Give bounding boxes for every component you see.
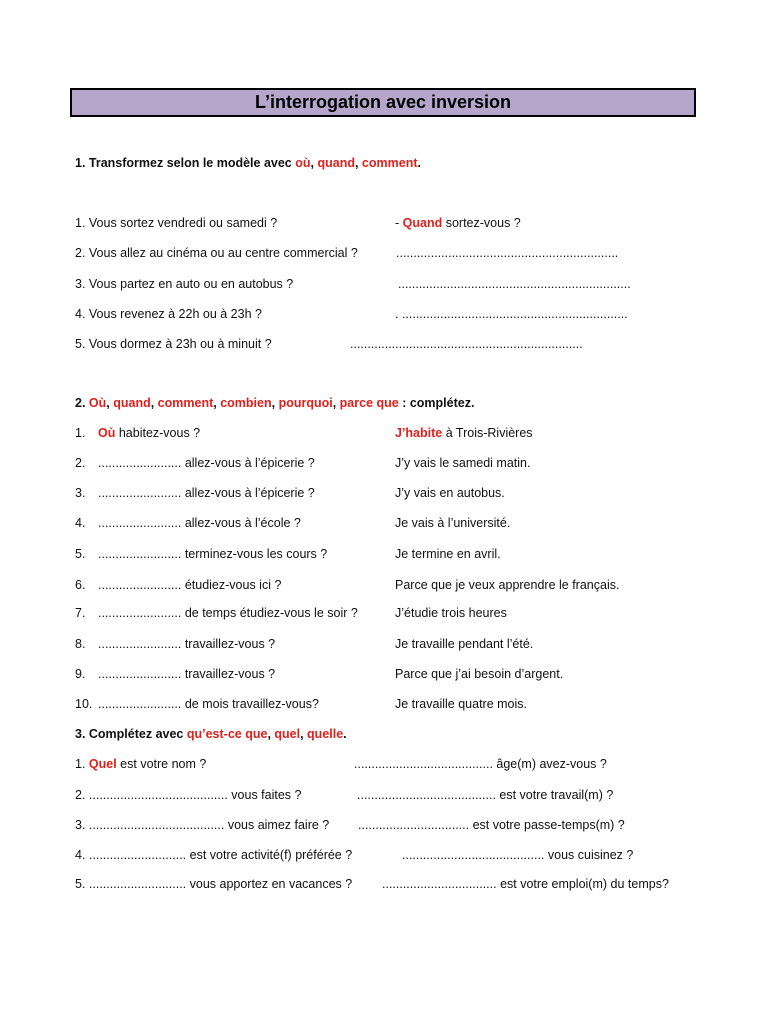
s2-question: ........................ travaillez-vous ? bbox=[98, 637, 276, 651]
s2-answer: J’étudie trois heures bbox=[395, 606, 507, 620]
separator: , bbox=[310, 156, 318, 170]
s2-answer: Je vais à l’université. bbox=[395, 516, 511, 530]
answer-text: à Trois-Rivières bbox=[442, 426, 533, 440]
section-1-heading bbox=[75, 155, 421, 171]
keyword-qu-est-ce-que: qu’est-ce que bbox=[186, 727, 268, 741]
s2-number-1: 1. bbox=[75, 426, 86, 440]
answer-text: sortez-vous ? bbox=[442, 216, 521, 230]
s2-question: ........................ allez-vous à l’épicerie ? bbox=[98, 456, 315, 470]
s2-number: 4. bbox=[75, 516, 86, 530]
keyword-quand: quand bbox=[113, 396, 151, 410]
s3-right-2: ........................................ est votre travail(m) ? bbox=[357, 788, 614, 802]
separator: , bbox=[332, 396, 340, 410]
s2-answer: J’y vais en autobus. bbox=[395, 486, 505, 500]
question-text: est votre nom ? bbox=[116, 757, 207, 771]
s2-question: ........................ allez-vous à l’épicerie ? bbox=[98, 486, 315, 500]
separator: , bbox=[271, 396, 279, 410]
item-number: 1. bbox=[75, 757, 89, 771]
s2-number: 7. bbox=[75, 606, 86, 620]
keyword-ou: Où bbox=[98, 426, 116, 440]
keyword-pourquoi: pourquoi bbox=[278, 396, 333, 410]
keyword-ou: où bbox=[295, 156, 311, 170]
s2-answer: Parce que j’ai besoin d’argent. bbox=[395, 667, 564, 681]
separator: , bbox=[106, 396, 114, 410]
s2-number: 8. bbox=[75, 637, 86, 651]
s2-answer: Je travaille pendant l’été. bbox=[395, 637, 534, 651]
s2-answer: J’y vais le samedi matin. bbox=[395, 456, 531, 470]
s2-question: ........................ terminez-vous les cours ? bbox=[98, 547, 328, 561]
question-text: habitez-vous ? bbox=[115, 426, 201, 440]
heading-number: 2. bbox=[75, 396, 89, 410]
heading-end: . bbox=[343, 727, 347, 741]
s2-number: 9. bbox=[75, 667, 86, 681]
s2-answer: Je travaille quatre mois. bbox=[395, 697, 528, 711]
worksheet-title: L’interrogation avec inversion bbox=[70, 88, 696, 117]
s3-left-2: 2. ........................................ vous faites ? bbox=[75, 788, 302, 802]
keyword-quand: quand bbox=[317, 156, 355, 170]
s3-left-3: 3. ....................................... vous aimez faire ? bbox=[75, 818, 330, 832]
s1-question-1: 1. Vous sortez vendredi ou samedi ? bbox=[75, 216, 278, 230]
s2-question: ........................ de temps étudiez-vous le soir ? bbox=[98, 606, 358, 620]
s2-number: 6. bbox=[75, 578, 86, 592]
separator: , bbox=[213, 396, 221, 410]
s3-right-1: ........................................ âge(m) avez-vous ? bbox=[354, 757, 607, 771]
heading-end: : complétez. bbox=[398, 396, 475, 410]
s1-answer-blank-4: . ................................................................. bbox=[395, 307, 628, 321]
section-3-heading bbox=[75, 726, 347, 742]
s2-number: 3. bbox=[75, 486, 86, 500]
heading-text: 1. Transformez selon le modèle avec bbox=[75, 156, 296, 170]
s1-question-4: 4. Vous revenez à 22h ou à 23h ? bbox=[75, 307, 262, 321]
s2-number: 5. bbox=[75, 547, 86, 561]
section-2-heading bbox=[75, 395, 474, 411]
s2-answer: Je termine en avril. bbox=[395, 547, 501, 561]
s2-answer: Parce que je veux apprendre le français. bbox=[395, 578, 620, 592]
s3-right-5: ................................. est votre emploi(m) du temps? bbox=[382, 877, 669, 891]
keyword-quel: Quel bbox=[88, 757, 117, 771]
s3-left-1 bbox=[75, 756, 206, 772]
s3-left-5: 5. ............................ vous apportez en vacances ? bbox=[75, 877, 353, 891]
keyword-comment: comment bbox=[361, 156, 418, 170]
s1-answer-1 bbox=[395, 215, 521, 231]
separator: , bbox=[300, 727, 308, 741]
s3-right-3: ................................ est votre passe-temps(m) ? bbox=[358, 818, 625, 832]
s2-question: ........................ étudiez-vous ici ? bbox=[98, 578, 282, 592]
heading-text: 3. Complétez avec bbox=[75, 727, 187, 741]
keyword-ou: Où bbox=[88, 396, 107, 410]
s2-question: ........................ de mois travaillez-vous? bbox=[98, 697, 319, 711]
s2-number: 2. bbox=[75, 456, 86, 470]
keyword-quel: quel bbox=[274, 727, 301, 741]
separator: , bbox=[354, 156, 362, 170]
answer-highlight: J’habite bbox=[395, 426, 443, 440]
s1-question-3: 3. Vous partez en auto ou en autobus ? bbox=[75, 277, 294, 291]
answer-prefix: - bbox=[395, 216, 403, 230]
separator: , bbox=[267, 727, 275, 741]
s2-question: ........................ travaillez-vous ? bbox=[98, 667, 276, 681]
keyword-parce-que: parce que bbox=[339, 396, 399, 410]
s1-question-2: 2. Vous allez au cinéma ou au centre commercial ? bbox=[75, 246, 358, 260]
s2-number: 10. bbox=[75, 697, 93, 711]
keyword-combien: combien bbox=[220, 396, 272, 410]
s1-answer-blank-3: ................................................................... bbox=[398, 277, 631, 291]
s1-answer-blank-2: ................................................................ bbox=[396, 246, 619, 260]
s1-answer-blank-5: ................................................................... bbox=[350, 337, 583, 351]
heading-end: . bbox=[417, 156, 421, 170]
s3-right-4: ......................................... vous cuisinez ? bbox=[402, 848, 634, 862]
s3-left-4: 4. ............................ est votre activité(f) préférée ? bbox=[75, 848, 353, 862]
s2-question: ........................ allez-vous à l’école ? bbox=[98, 516, 301, 530]
s1-question-5: 5. Vous dormez à 23h ou à minuit ? bbox=[75, 337, 272, 351]
s2-answer-1 bbox=[395, 425, 533, 441]
keyword-comment: comment bbox=[157, 396, 214, 410]
s2-question-1 bbox=[98, 425, 200, 441]
keyword-quand: Quand bbox=[402, 216, 443, 230]
separator: , bbox=[150, 396, 158, 410]
keyword-quelle: quelle bbox=[307, 727, 344, 741]
